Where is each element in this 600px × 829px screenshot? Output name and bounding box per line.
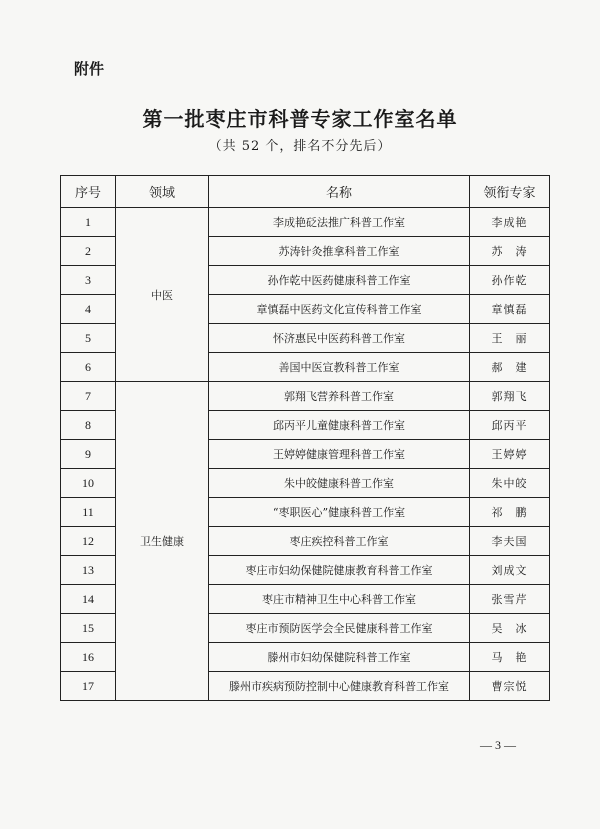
- studio-name-cell: 王婷婷健康管理科普工作室: [209, 440, 470, 469]
- lead-expert-cell: 邱丙平: [470, 411, 550, 440]
- studio-name-cell: 李成艳砭法推广科普工作室: [209, 208, 470, 237]
- serial-cell: 7: [61, 382, 116, 411]
- header-serial: 序号: [61, 176, 116, 208]
- serial-cell: 5: [61, 324, 116, 353]
- studio-name-cell: 枣庄市预防医学会全民健康科普工作室: [209, 614, 470, 643]
- studio-name-cell: “枣职医心”健康科普工作室: [209, 498, 470, 527]
- serial-cell: 10: [61, 469, 116, 498]
- studio-name-cell: 孙作乾中医药健康科普工作室: [209, 266, 470, 295]
- serial-cell: 4: [61, 295, 116, 324]
- studio-name-cell: 邱丙平儿童健康科普工作室: [209, 411, 470, 440]
- table-row: [61, 208, 550, 237]
- table-row: [61, 382, 550, 411]
- header-domain: 领域: [116, 176, 209, 208]
- serial-cell: 2: [61, 237, 116, 266]
- domain-cell: 中医: [116, 208, 209, 382]
- attachment-label: 附件: [74, 60, 105, 78]
- header-name: 名称: [209, 176, 470, 208]
- table-body: [61, 208, 550, 701]
- serial-cell: 15: [61, 614, 116, 643]
- document-subtitle: （共 52 个，排名不分先后）: [208, 139, 392, 154]
- serial-cell: 1: [61, 208, 116, 237]
- lead-expert-cell: 李夫国: [470, 527, 550, 556]
- studio-name-cell: 善国中医宣教科普工作室: [209, 353, 470, 382]
- serial-cell: 12: [61, 527, 116, 556]
- lead-expert-cell: 苏 涛: [470, 237, 550, 266]
- lead-expert-cell: 朱中皎: [470, 469, 550, 498]
- studio-name-cell: 章慎磊中医药文化宣传科普工作室: [209, 295, 470, 324]
- studio-name-cell: 滕州市妇幼保健院科普工作室: [209, 643, 470, 672]
- lead-expert-cell: 孙作乾: [470, 266, 550, 295]
- serial-cell: 3: [61, 266, 116, 295]
- lead-expert-cell: 吴 冰: [470, 614, 550, 643]
- lead-expert-cell: 章慎磊: [470, 295, 550, 324]
- lead-expert-cell: 王婷婷: [470, 440, 550, 469]
- serial-cell: 6: [61, 353, 116, 382]
- studio-name-cell: 枣庄市妇幼保健院健康教育科普工作室: [209, 556, 470, 585]
- serial-cell: 13: [61, 556, 116, 585]
- serial-cell: 16: [61, 643, 116, 672]
- serial-cell: 14: [61, 585, 116, 614]
- lead-expert-cell: 王 丽: [470, 324, 550, 353]
- lead-expert-cell: 曹宗悦: [470, 672, 550, 701]
- studio-name-cell: 苏涛针灸推拿科普工作室: [209, 237, 470, 266]
- serial-cell: 17: [61, 672, 116, 701]
- studio-name-cell: 枣庄市精神卫生中心科普工作室: [209, 585, 470, 614]
- lead-expert-cell: 张雪芹: [470, 585, 550, 614]
- studio-name-cell: 枣庄疾控科普工作室: [209, 527, 470, 556]
- studio-name-cell: 郭翔飞营养科普工作室: [209, 382, 470, 411]
- page-number: — 3 —: [480, 738, 516, 752]
- serial-cell: 9: [61, 440, 116, 469]
- serial-cell: 11: [61, 498, 116, 527]
- lead-expert-cell: 李成艳: [470, 208, 550, 237]
- header-expert: 领衔专家: [470, 176, 550, 208]
- studio-list-table: [60, 175, 550, 701]
- lead-expert-cell: 祁 鹏: [470, 498, 550, 527]
- lead-expert-cell: 郭翔飞: [470, 382, 550, 411]
- table-header-row: [61, 176, 550, 208]
- studio-name-cell: 朱中皎健康科普工作室: [209, 469, 470, 498]
- lead-expert-cell: 刘成文: [470, 556, 550, 585]
- lead-expert-cell: 郝 建: [470, 353, 550, 382]
- document-title: 第一批枣庄市科普专家工作室名单: [142, 107, 458, 131]
- studio-name-cell: 滕州市疾病预防控制中心健康教育科普工作室: [209, 672, 470, 701]
- domain-cell: 卫生健康: [116, 382, 209, 701]
- lead-expert-cell: 马 艳: [470, 643, 550, 672]
- serial-cell: 8: [61, 411, 116, 440]
- studio-name-cell: 怀济惠民中医药科普工作室: [209, 324, 470, 353]
